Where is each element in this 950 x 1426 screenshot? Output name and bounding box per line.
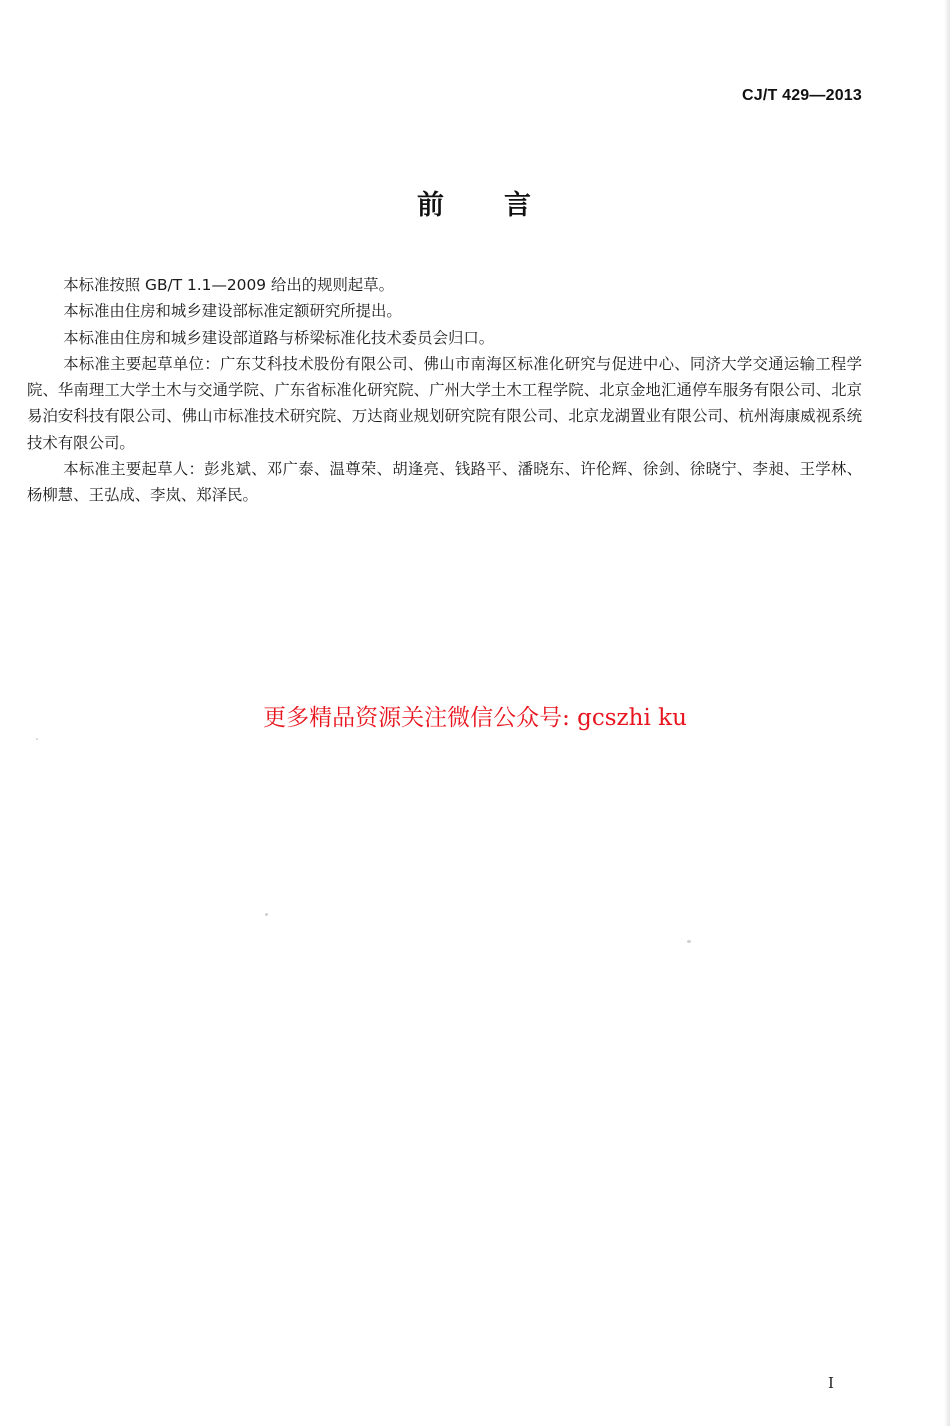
page-title	[0, 183, 950, 222]
scan-speck	[36, 738, 38, 740]
title-char-2: 言	[504, 190, 533, 221]
paragraph-drafting-rules: 本标准按照 GB/T 1.1—2009 给出的规则起草。	[63, 276, 395, 294]
paragraph-drafters: 本标准主要起草人：彭兆斌、邓广泰、温尊荣、胡逢亮、钱路平、潘晓东、许伦辉、徐剑、徐晓宁、李昶、王学林、杨柳慧、王弘成、李岚、郑泽民。	[27, 460, 862, 505]
foreword-body	[27, 272, 862, 509]
paragraph-drafting-units: 本标准主要起草单位：广东艾科技术股份有限公司、佛山市南海区标准化研究与促进中心、同济大学交通运输工程学院、华南理工大学土木与交通学院、广东省标准化研究院、广州大学土木工程学院、北京金地汇通停车服务有限公司、北京易泊安科技有限公司、佛山市标准技术研究院、万达商业规划研究院有限公司、北京龙湖置业有限公司、杭州海康威视系统技术有限公司。	[27, 354, 862, 452]
document-code: CJ/T 429—2013	[741, 87, 862, 104]
paragraph-responsible-committee: 本标准由住房和城乡建设部道路与桥梁标准化技术委员会归口。	[63, 328, 495, 347]
watermark-notice: 更多精品资源关注微信公众号: gcszhi ku	[263, 705, 687, 731]
scan-speck	[687, 940, 691, 943]
page-number: I	[828, 1374, 834, 1392]
scan-speck	[265, 913, 268, 916]
paragraph-proposer: 本标准由住房和城乡建设部标准定额研究所提出。	[63, 302, 402, 321]
title-char-1: 前	[417, 190, 446, 221]
